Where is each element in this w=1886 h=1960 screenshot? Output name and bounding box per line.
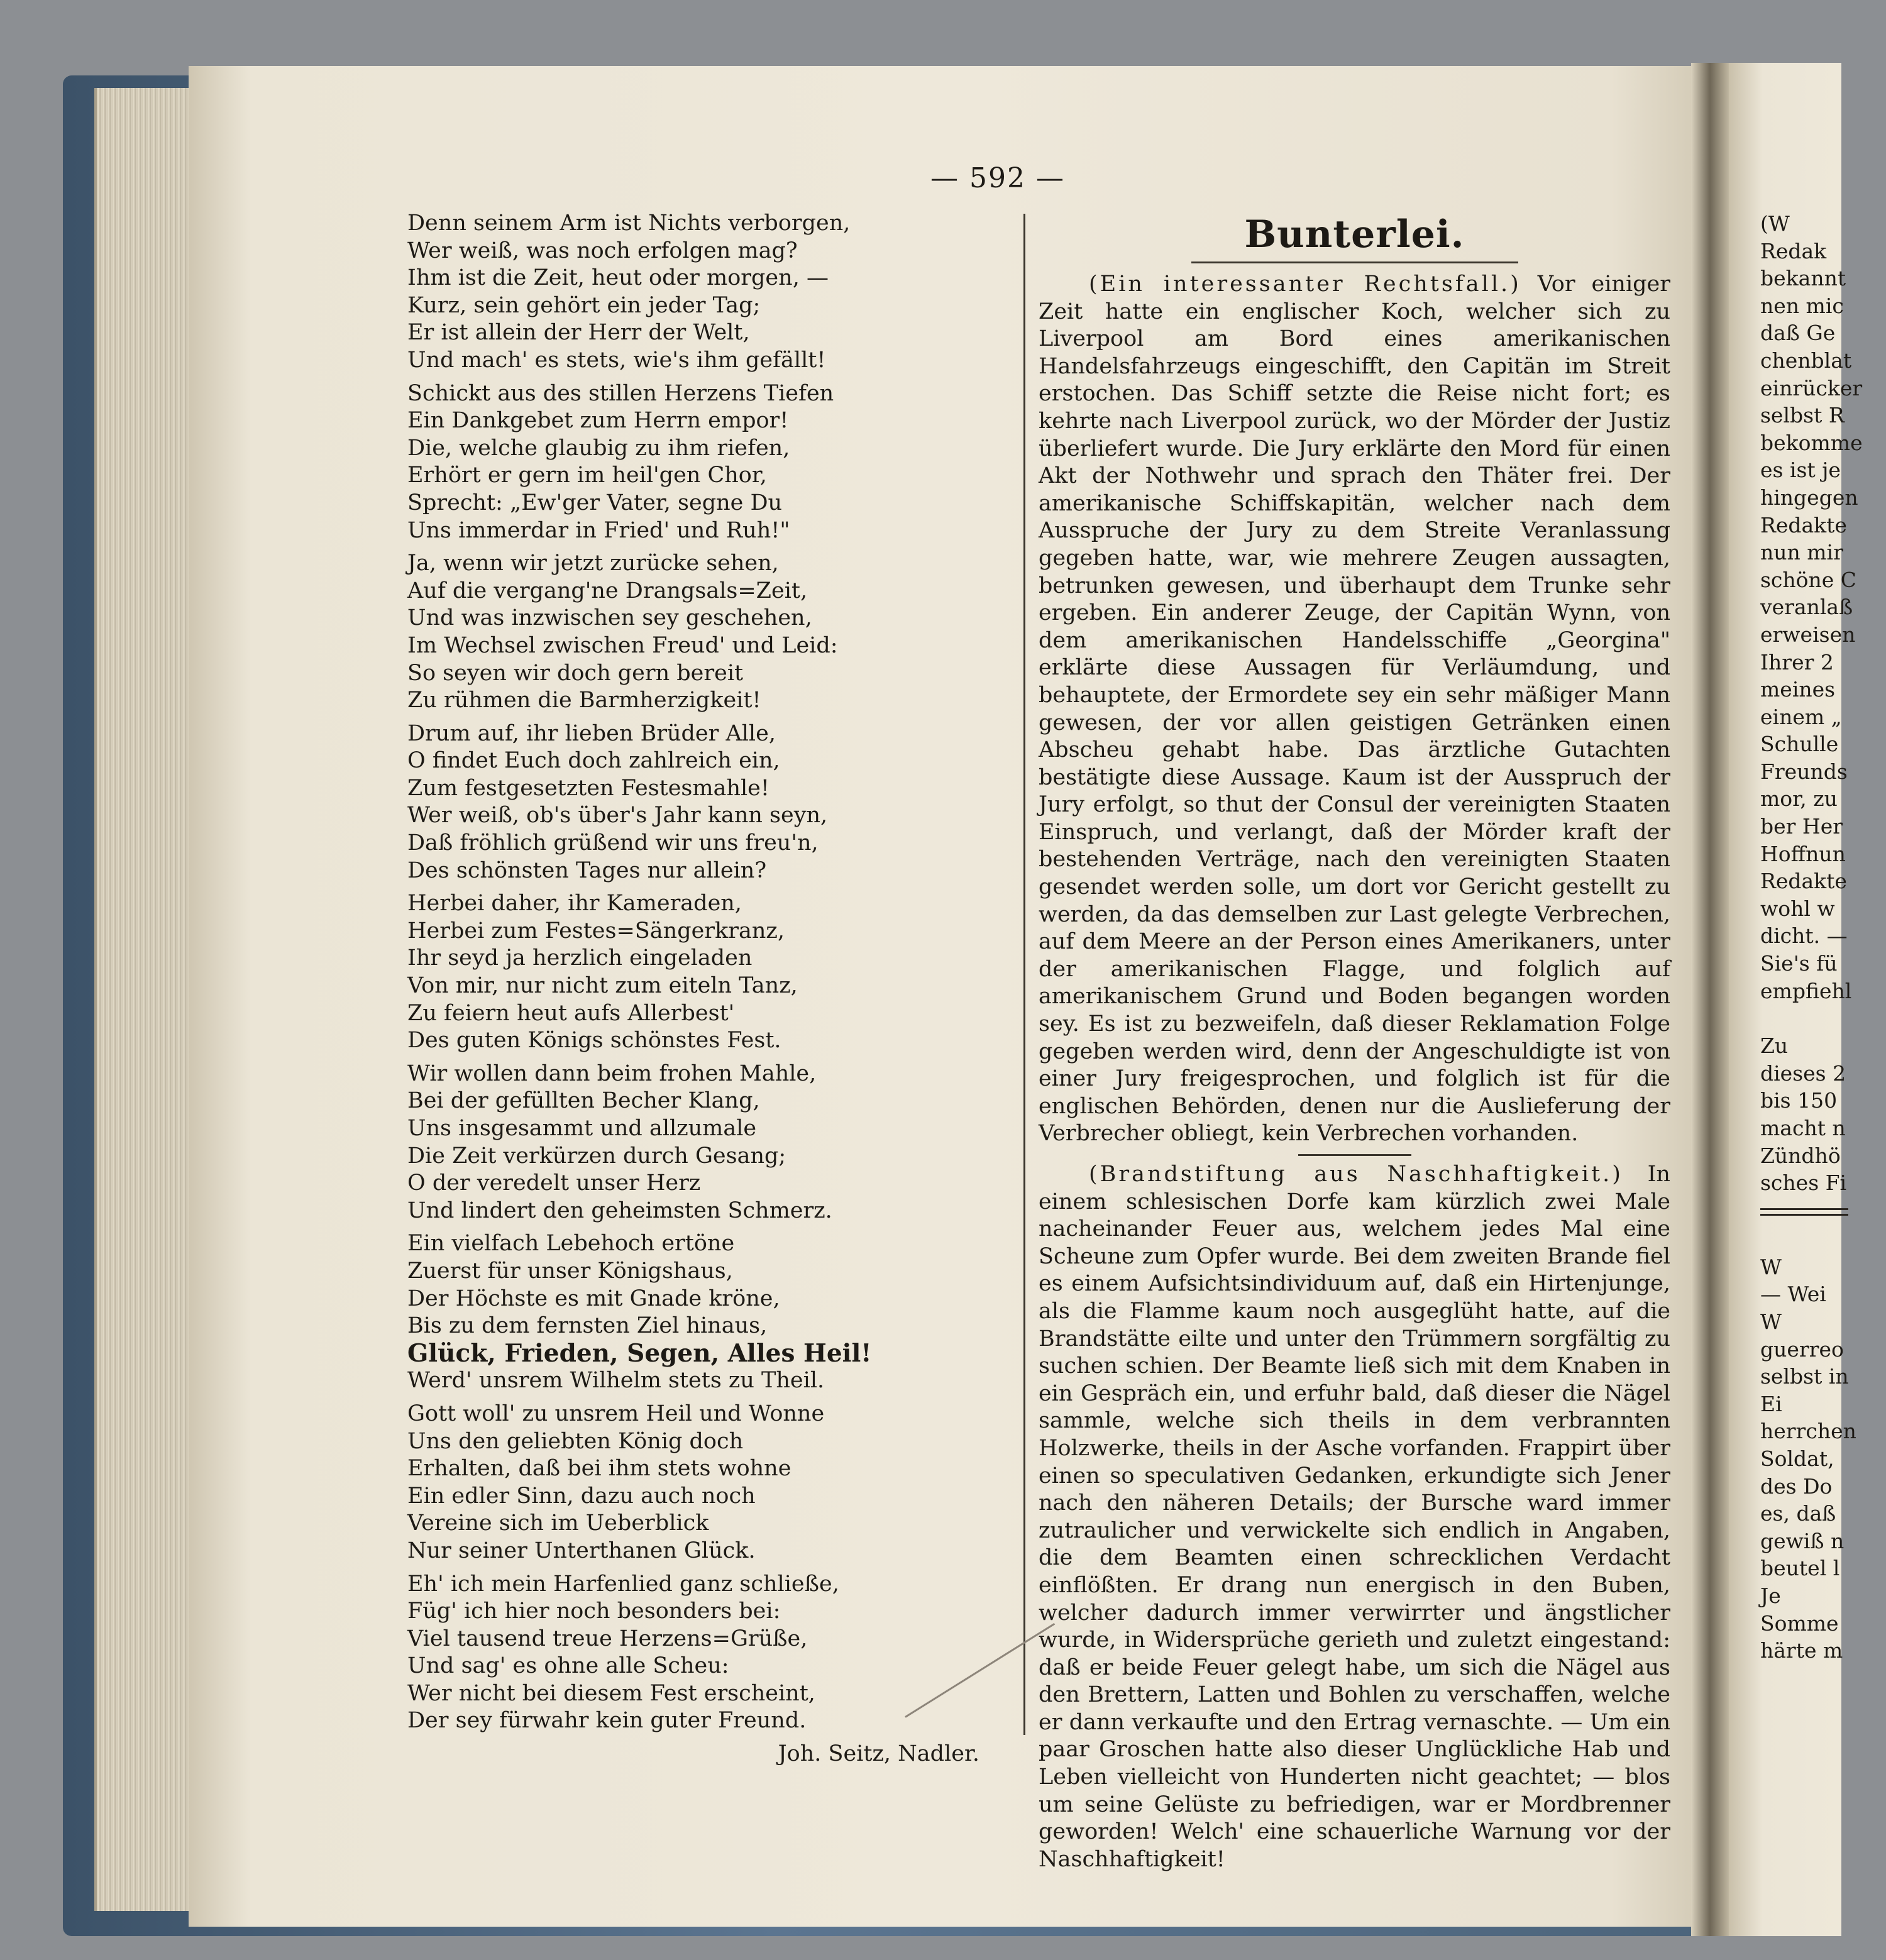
fragment-line: es, daß	[1760, 1501, 1836, 1526]
fragment-line: (W	[1760, 211, 1790, 236]
fragment-line: empfiehl	[1760, 978, 1852, 1003]
fragment-line: macht n	[1760, 1116, 1846, 1140]
page-edges	[94, 88, 204, 1911]
poem-line: Wer weiß, ob's über's Jahr kann seyn,	[407, 803, 828, 829]
poem-line: Er ist allein der Herr der Welt,	[407, 320, 750, 346]
fragment-line: meines	[1760, 677, 1836, 702]
poem-column	[407, 210, 986, 1768]
miscellany-column	[1039, 210, 1670, 1873]
poem-line: Viel tausend treue Herzens=Grüße,	[407, 1626, 808, 1651]
fragment-line: hingegen	[1760, 485, 1858, 510]
poem-line: Die Zeit verkürzen durch Gesang;	[407, 1143, 786, 1169]
fragment-line: Redak	[1760, 238, 1827, 263]
article-separator	[1298, 1154, 1411, 1156]
poem-line: Uns immerdar in Fried' und Ruh!"	[407, 517, 790, 543]
poem-line: Ein Dankgebet zum Herrn empor!	[407, 408, 789, 434]
poem-stanza	[407, 380, 986, 545]
article-legal-case	[1039, 271, 1670, 1148]
poem-line: Füg' ich hier noch besonders bei:	[407, 1599, 781, 1624]
poem-stanza	[407, 210, 986, 375]
fragment-line: mor, zu	[1760, 786, 1838, 812]
poem-line: Wir wollen dann beim frohen Mahle,	[407, 1060, 817, 1086]
fragment-line: selbst R	[1760, 403, 1845, 428]
fragment-line: des Do	[1760, 1473, 1833, 1499]
fragment-line: W	[1760, 1254, 1782, 1279]
fragment-line: nun mir	[1760, 540, 1843, 565]
fragment-line: sches Fi	[1760, 1170, 1847, 1196]
poem-line: Kurz, sein gehört ein jeder Tag;	[407, 292, 761, 318]
fragment-line: selbst in	[1760, 1364, 1849, 1389]
poem-stanza	[407, 1401, 986, 1565]
fragment-line: Zu	[1760, 1033, 1789, 1059]
fragment-line: einem „	[1760, 704, 1842, 729]
poem-line: So seyen wir doch gern bereit	[407, 660, 744, 686]
next-page-text	[1760, 210, 1886, 1665]
poem-stanza	[407, 720, 986, 885]
fragment-line: Freunds	[1760, 759, 1848, 784]
poem-line: Bei der gefüllten Becher Klang,	[407, 1088, 760, 1114]
title-rule	[1191, 262, 1518, 263]
poem-line: Denn seinem Arm ist Nichts verborgen,	[407, 211, 851, 236]
fragment-rule	[1760, 1208, 1848, 1216]
fragment-line: W	[1760, 1309, 1782, 1334]
poem-line: Erhalten, daß bei ihm stets wohne	[407, 1456, 791, 1482]
column-divider	[1023, 214, 1025, 1735]
fragment-line: guerreo	[1760, 1336, 1844, 1362]
poem-line: Zu rühmen die Barmherzigkeit!	[407, 688, 761, 713]
poem-line: O der veredelt unser Herz	[407, 1170, 701, 1196]
poem-line: Werd' unsrem Wilhelm stets zu Theil.	[407, 1368, 825, 1394]
poem-line: Nur seiner Unterthanen Glück.	[407, 1538, 756, 1563]
poem-line: Zu feiern heut aufs Allerbest'	[407, 1000, 735, 1026]
poem-line: Gott woll' zu unsrem Heil und Wonne	[407, 1401, 825, 1426]
fragment-line: dieses 2	[1760, 1060, 1846, 1086]
poem-line: Ihm ist die Zeit, heut oder morgen, —	[407, 265, 829, 291]
poem-stanza	[407, 550, 986, 715]
article-lede: (Ein interessanter Rechtsfall.)	[1089, 272, 1521, 297]
poem-signature: Joh. Seitz, Nadler.	[778, 1741, 979, 1767]
poem-line: Bis zu dem fernsten Ziel hinaus,	[407, 1313, 768, 1339]
fragment-line: Zündhö	[1760, 1143, 1841, 1168]
poem-line: Wer weiß, was noch erfolgen mag?	[407, 238, 798, 263]
page-number: — 592 —	[930, 162, 1065, 194]
poem-line: Zuerst für unser Königshaus,	[407, 1258, 733, 1284]
fragment-line: Redakte	[1760, 512, 1847, 537]
fragment-line: gewiß n	[1760, 1528, 1845, 1553]
article-arson	[1039, 1161, 1670, 1873]
fragment-line: beutel l	[1760, 1556, 1840, 1581]
poem-stanza	[407, 1571, 986, 1736]
fragment-line: Sie's fü	[1760, 951, 1838, 976]
article-body: In einem schlesischen Dorfe kam kürzlich zwei Male nacheinander Feuer aus, welchem jedes Mal eine Scheune zum Opfer wurde. Bei dem zweiten Brande fiel es einem Aufsichtsindividuum auf, daß ein Hirtenjunge, als die Flamme kaum noch ausgeglüht hatte, auf die Brandstätte eilte und unter den Trümmern sorgfältig zu suchen schien. Der Beamte ließ sich mit dem Knaben in ein Gespräch ein, und erfuhr bald, daß dieser die Nägel sammle, welche sich theils in dem verbrannten Holzwerke, theils in der Asche vorfanden. Frappirt über einen so speculativen Gedanken, erkundigte sich Jener nach den näheren Details; der Bursche ward immer zutraulicher und verwickelte sich endlich in Angaben, die dem Beamten einen schrecklichen Verdacht einflößten. Er drang nun energisch in den Buben, welcher dadurch immer verwirrter und ängstlicher wurde, in Widersprüche gerieth und zuletzt eingestand: daß er beide Feuer gelegt habe, um sich die Nägel aus den Brettern, Latten und Bohlen zu verschaffen, welche er dann verkaufte und den Ertrag vernaschte. — Um ein paar Groschen hatte also dieser Unglückliche Hab und Leben vielleicht von Hunderten nicht geachtet; — blos um seine Gelüste zu befriedigen, war er Mordbrenner geworden! Welch' eine schauerliche Warnung vor der Naschhaftigkeit!	[1039, 1162, 1670, 1872]
fragment-line: härte m	[1760, 1638, 1843, 1663]
poem-stanza	[407, 1060, 986, 1225]
poem-line: Zum festgesetzten Festesmahle!	[407, 775, 769, 801]
fragment-line: daß Ge	[1760, 321, 1836, 346]
section-title: Bunterlei.	[1244, 212, 1465, 256]
poem-line: Auf die vergang'ne Drangsals=Zeit,	[407, 578, 808, 603]
poem-line: Eh' ich mein Harfenlied ganz schließe,	[407, 1571, 839, 1597]
poem-line: Der Höchste es mit Gnade kröne,	[407, 1286, 780, 1311]
poem-line: Sprecht: „Ew'ger Vater, segne Du	[407, 490, 783, 515]
article-body: Vor einiger Zeit hatte ein englischer Koch, welcher sich zu Liverpool am Bord eines amerikanischen Handelsfahrzeugs eingeschifft, den Capitän im Streit erstochen. Das Schiff setzte die Reise nicht fort; es kehrte nach Liverpool zurück, wo der Mörder der Justiz überliefert wurde. Die Jury erklärte den Mord für einen Akt der Nothwehr und sprach den Thäter frei. Der amerikanische Schiffskapitän, welcher nach dem Ausspruche der Jury zu dem Streite Veranlassung gegeben hatte, war, wie mehrere Zeugen aussagten, betrunken gewesen, und überhaupt dem Trunke sehr ergeben. Ein anderer Zeuge, der Capitän Wynn, von dem amerikanischen Handelsschiffe „Georgina" erklärte diese Aussagen für Verläumdung, und behauptete, der Ermordete sey ein sehr mäßiger Mann gewesen, der vor allen geistigen Getränken einen Abscheu gehabt habe. Das ärztliche Gutachten bestätigte diese Aussage. Kaum ist der Ausspruch der Jury erfolgt, so thut der Consul der vereinigten Staaten Einspruch, und verlangt, daß der Mörder kraft der bestehenden Verträge, nach den vereinigten Staaten gesendet werden solle, um dort vor Gericht gestellt zu werden, da das demselben zur Last gelegte Verbrechen, auf dem Meere an der Person eines Amerikaners, unter der amerikanischen Flagge, und folglich auf amerikanischem Grund und Boden begangen worden sey. Es ist zu bezweifeln, daß dieser Reklamation Folge gegeben werden wird, denn der Angeschuldigte ist von einer Jury freigesprochen, und folglich ist für die englischen Behörden, denen nur die Auslieferung der Verbrecher obliegt, kein Verbrechen vorhanden.	[1039, 272, 1670, 1147]
poem-line: Und sag' es ohne alle Scheu:	[407, 1653, 729, 1679]
poem-line: Die, welche glaubig zu ihm riefen,	[407, 435, 790, 461]
poem-line: Erhört er gern im heil'gen Chor,	[407, 463, 767, 488]
poem-line: Und mach' es stets, wie's ihm gefällt!	[407, 347, 826, 373]
poem-stanza	[407, 890, 986, 1055]
fragment-line: Redakte	[1760, 869, 1847, 894]
poem-line: Vereine sich im Ueberblick	[407, 1511, 709, 1536]
poem-line: Im Wechsel zwischen Freud' und Leid:	[407, 632, 838, 658]
fragment-line: chenblat	[1760, 348, 1852, 373]
poem-line: Glück, Frieden, Segen, Alles Heil!	[407, 1338, 872, 1368]
fragment-line: veranlaß	[1760, 595, 1853, 620]
fragment-line: ber Her	[1760, 814, 1843, 839]
book-gutter	[1691, 63, 1729, 1936]
poem-line: Schickt aus des stillen Herzens Tiefen	[407, 380, 834, 406]
fragment-line: nen mic	[1760, 293, 1844, 318]
poem-stanza	[407, 1230, 986, 1395]
poem-line: Wer nicht bei diesem Fest erscheint,	[407, 1680, 815, 1706]
fragment-line: bis 150	[1760, 1088, 1838, 1113]
poem-line: Drum auf, ihr lieben Brüder Alle,	[407, 720, 776, 746]
poem-line: Uns den geliebten König doch	[407, 1428, 744, 1454]
fragment-line: schöne C	[1760, 567, 1857, 592]
fragment-line: Ei	[1760, 1391, 1782, 1416]
fragment-line: bekomme	[1760, 430, 1863, 455]
poem-line: Ja, wenn wir jetzt zurücke sehen,	[407, 551, 779, 576]
poem-line: Des guten Königs schönstes Fest.	[407, 1028, 781, 1054]
fragment-line: Soldat,	[1760, 1446, 1834, 1471]
fragment-line: wohl w	[1760, 896, 1835, 921]
fragment-line: — Wei	[1760, 1282, 1826, 1307]
poem-line: Uns insgesammt und allzumale	[407, 1116, 757, 1141]
poem-line: Der sey fürwahr kein guter Freund.	[407, 1708, 807, 1734]
fragment-line: einrücker	[1760, 375, 1863, 400]
fragment-line: dicht. —	[1760, 923, 1848, 949]
fragment-line: es ist je	[1760, 458, 1841, 483]
fragment-line: herrchen	[1760, 1419, 1856, 1444]
fragment-line: Ihrer 2	[1760, 649, 1834, 674]
fragment-gap	[1760, 1005, 1886, 1032]
poem-line: Des schönsten Tages nur allein?	[407, 857, 767, 883]
fragment-line: Hoffnun	[1760, 841, 1846, 866]
poem-line: Und was inzwischen sey geschehen,	[407, 605, 812, 631]
poem-line: Ihr seyd ja herzlich eingeladen	[407, 945, 753, 971]
poem-line: Herbei daher, ihr Kameraden,	[407, 891, 742, 917]
fragment-line: Schulle	[1760, 732, 1839, 757]
fragment-line: Je	[1760, 1583, 1781, 1608]
article-lede: (Brandstiftung aus Naschhaftigkeit.)	[1089, 1162, 1623, 1187]
fragment-line: erweisen	[1760, 622, 1856, 647]
poem-line: Und lindert den geheimsten Schmerz.	[407, 1197, 832, 1223]
poem-line: Ein vielfach Lebehoch ertöne	[407, 1231, 735, 1257]
poem-line: O findet Euch doch zahlreich ein,	[407, 748, 780, 774]
fragment-line: Somme	[1760, 1610, 1839, 1636]
fragment-line: bekannt	[1760, 266, 1846, 291]
poem-line: Daß fröhlich grüßend wir uns freu'n,	[407, 830, 819, 856]
poem-line: Von mir, nur nicht zum eiteln Tanz,	[407, 973, 798, 999]
poem-line: Herbei zum Festes=Sängerkranz,	[407, 918, 785, 944]
poem-line: Ein edler Sinn, dazu auch noch	[407, 1483, 756, 1509]
